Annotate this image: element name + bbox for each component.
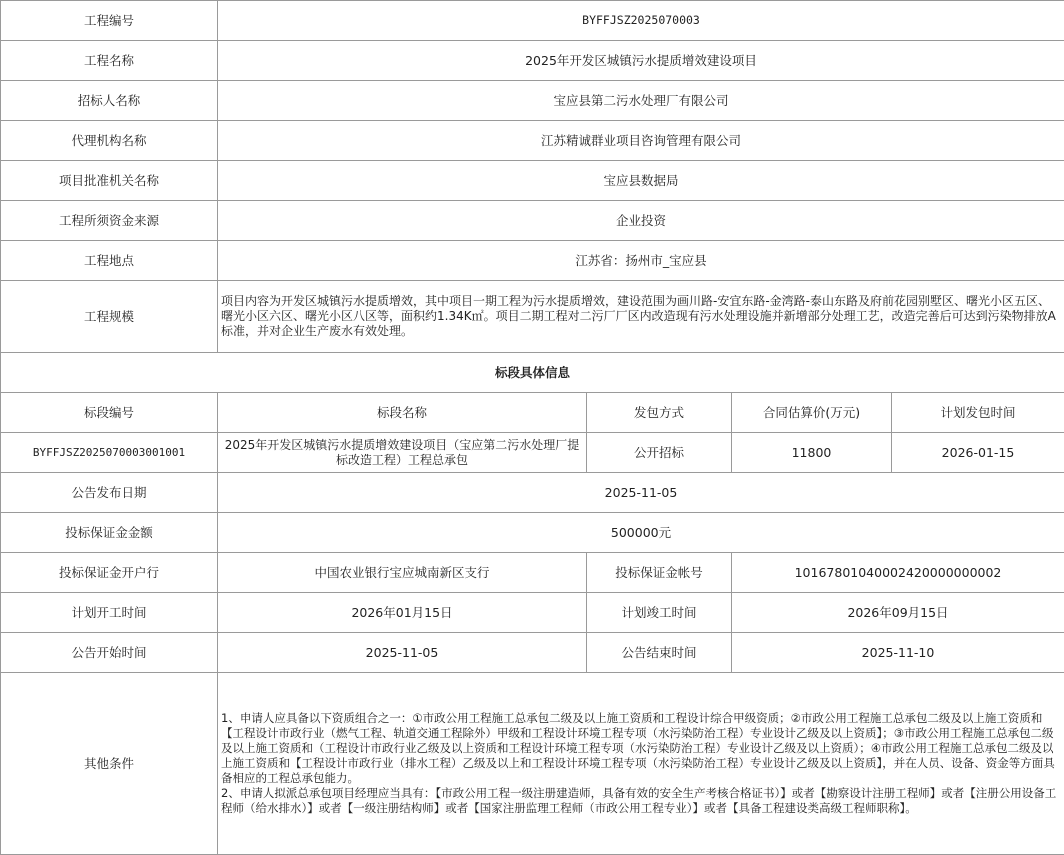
row-fund xyxy=(1,201,1064,241)
planned-date-value: 2026-01-15 xyxy=(892,433,1064,473)
start-value: 2026年01月15日 xyxy=(218,593,587,633)
row-section-headers xyxy=(1,393,1064,433)
notice-end-value: 2025-11-10 xyxy=(732,633,1064,673)
project-code-value: BYFFJSZ2025070003 xyxy=(218,1,1064,41)
notice-start-label: 公告开始时间 xyxy=(1,633,218,673)
row-publish-date xyxy=(1,473,1064,513)
account-label: 投标保证金帐号 xyxy=(587,553,732,593)
section-title: 标段具体信息 xyxy=(1,353,1064,393)
project-name-label: 工程名称 xyxy=(1,41,218,81)
row-project-name xyxy=(1,41,1064,81)
section-code-value: BYFFJSZ2025070003001001 xyxy=(1,433,218,473)
notice-end-label: 公告结束时间 xyxy=(587,633,732,673)
header-estimated-price: 合同估算价(万元) xyxy=(732,393,892,433)
row-location xyxy=(1,241,1064,281)
location-label: 工程地点 xyxy=(1,241,218,281)
row-section-title xyxy=(1,353,1064,393)
row-deposit xyxy=(1,513,1064,553)
other-conditions-value xyxy=(218,673,1064,855)
row-scale xyxy=(1,281,1064,353)
agency-label: 代理机构名称 xyxy=(1,121,218,161)
header-section-code: 标段编号 xyxy=(1,393,218,433)
location-value: 江苏省：扬州市_宝应县 xyxy=(218,241,1064,281)
other-conditions-label: 其他条件 xyxy=(1,673,218,855)
row-agency xyxy=(1,121,1064,161)
publish-date-value: 2025-11-05 xyxy=(218,473,1064,513)
header-section-name: 标段名称 xyxy=(218,393,587,433)
bank-value: 中国农业银行宝应城南新区支行 xyxy=(218,553,587,593)
start-label: 计划开工时间 xyxy=(1,593,218,633)
approval-value: 宝应县数据局 xyxy=(218,161,1064,201)
section-name-value: 2025年开发区城镇污水提质增效建设项目（宝应第二污水处理厂提标改造工程）工程总承包 xyxy=(218,433,587,473)
deposit-label: 投标保证金金额 xyxy=(1,513,218,553)
header-contract-method: 发包方式 xyxy=(587,393,732,433)
account-value: 10167801040002420000000002 xyxy=(732,553,1064,593)
row-other-conditions xyxy=(1,673,1064,855)
estimated-price-value: 11800 xyxy=(732,433,892,473)
row-bank xyxy=(1,553,1064,593)
fund-value: 企业投资 xyxy=(218,201,1064,241)
fund-label: 工程所须资金来源 xyxy=(1,201,218,241)
bank-label: 投标保证金开户行 xyxy=(1,553,218,593)
row-tenderer xyxy=(1,81,1064,121)
row-approval xyxy=(1,161,1064,201)
scale-value: 项目内容为开发区城镇污水提质增效，其中项目一期工程为污水提质增效，建设范围为画川路-安宜东路-金湾路-泰山东路及府前花园别墅区、曙光小区五区、曙光小区六区、曙光小区八区等，面积约1.34K㎡。项目二期工程对二污厂厂区内改造现有污水处理设施并新增部分处理工艺，改造完善后可达到污染物排放A标准，并对企业生产废水有效处理。 xyxy=(218,281,1064,353)
other-conditions-paragraph-2: 2、申请人拟派总承包项目经理应当具有：【市政公用工程一级注册建造师，具备有效的安全生产考核合格证书）】或者【勘察设计注册工程师】或者【注册公用设备工程师（给水排水）】或者【一级注册结构师】或者【国家注册监理工程师（市政公用工程专业）】或者【具备工程建设类高级工程师职称】。 xyxy=(221,786,1061,816)
other-conditions-paragraph-1: 1、申请人应具备以下资质组合之一：①市政公用工程施工总承包二级及以上施工资质和工程设计综合甲级资质；②市政公用工程施工总承包二级及以上施工资质和【工程设计市政行业（燃气工程、轨道交通工程除外）甲级和工程设计环境工程专项（水污染防治工程）专业设计乙级及以上资质】；③市政公用工程施工总承包二级及以上施工资质和（工程设计市政行业乙级及以上资质和工程设计环境工程专项（水污染防治工程）专业设计乙级及以上资质）；④市政公用工程施工总承包二级及以上施工资质和【工程设计市政行业（排水工程）乙级及以上和工程设计环境工程专项（水污染防治工程）专业设计乙级及以上资质】，并在人员、设备、资金等方面具备相应的工程总承包能力。 xyxy=(221,711,1061,786)
scale-label: 工程规模 xyxy=(1,281,218,353)
deposit-value: 500000元 xyxy=(218,513,1064,553)
tenderer-label: 招标人名称 xyxy=(1,81,218,121)
approval-label: 项目批准机关名称 xyxy=(1,161,218,201)
tenderer-value: 宝应县第二污水处理厂有限公司 xyxy=(218,81,1064,121)
project-name-value: 2025年开发区城镇污水提质增效建设项目 xyxy=(218,41,1064,81)
agency-value: 江苏精诚群业项目咨询管理有限公司 xyxy=(218,121,1064,161)
row-project-code xyxy=(1,1,1064,41)
row-construction-dates xyxy=(1,593,1064,633)
finish-value: 2026年09月15日 xyxy=(732,593,1064,633)
row-notice-dates xyxy=(1,633,1064,673)
finish-label: 计划竣工时间 xyxy=(587,593,732,633)
row-section-data xyxy=(1,433,1064,473)
project-code-label: 工程编号 xyxy=(1,1,218,41)
publish-date-label: 公告发布日期 xyxy=(1,473,218,513)
header-planned-date: 计划发包时间 xyxy=(892,393,1064,433)
contract-method-value: 公开招标 xyxy=(587,433,732,473)
notice-start-value: 2025-11-05 xyxy=(218,633,587,673)
